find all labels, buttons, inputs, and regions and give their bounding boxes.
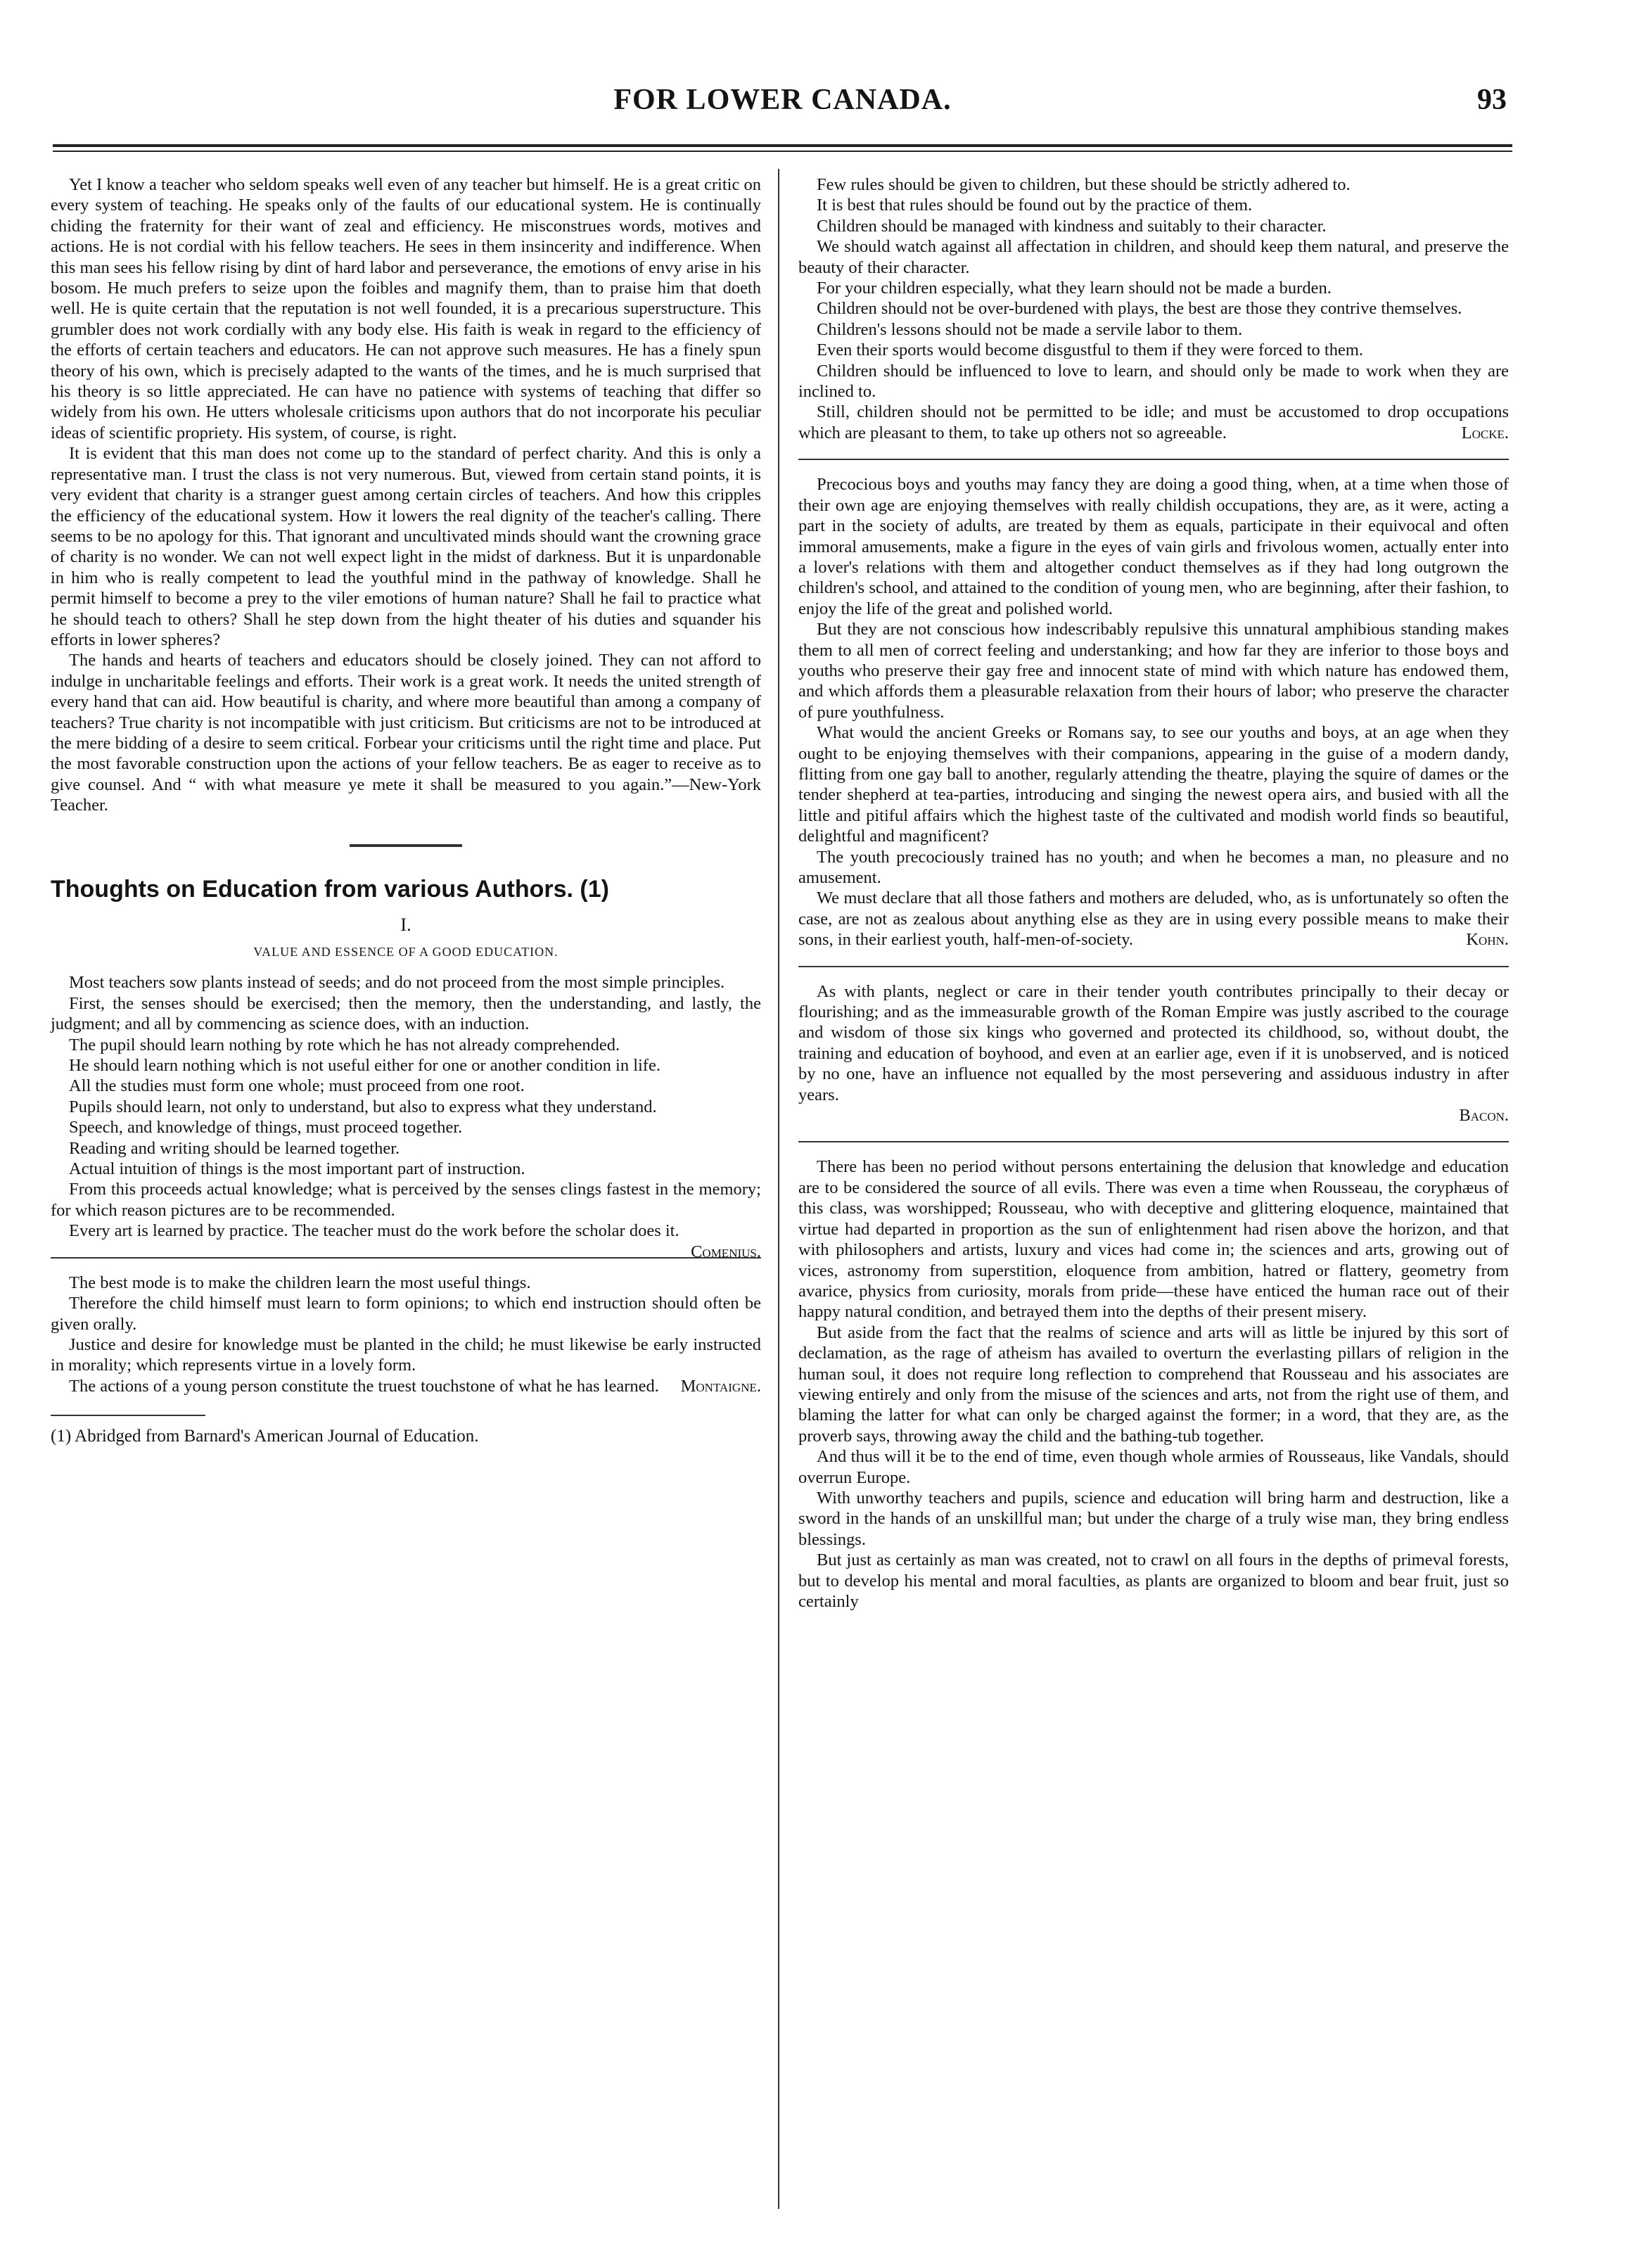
article-paragraph: Yet I know a teacher who seldom speaks well even of any teacher but himself. He is a great critic on every system of teaching. He speaks only of the faults of our educational system. He is continually chiding the fraternity for their want of zeal and efficiency. He misconstrues words, motives and actions. He is not cordial with his fellow teachers. He sees in them insincerity and indifference. When this man sees his fellow rising by dint of hard labor and perseverance, the emotions of envy arise in his bosom. He much prefers to seize upon the foibles and magnify them, than to praise him that doeth well. He is quite certain that the reputation is not well founded, it is a precarious superstructure. This grumbler does not work cordially with any body else. His faith is weak in regard to the efficiency of the efforts of certain teachers and educators. He can not approve such measures. He has a finely spun theory of his own, which is precisely adapted to the wants of the times, and he is much surprised that his theory is so little appreciated. He can have no patience with systems of teaching that differ so widely from his own. He utters wholesale criticisms upon authors that do not incorporate his peculiar ideas of scientific propriety. His system, of course, is right. bbox=[51, 175, 761, 442]
excerpt-paragraph: Children's lessons should not be made a servile labor to them. bbox=[817, 319, 1243, 339]
excerpt-paragraph: Pupils should learn, not only to understand, but also to express what they understand. bbox=[69, 1097, 657, 1116]
page-header bbox=[53, 83, 1512, 125]
excerpt-paragraph bbox=[51, 1376, 761, 1396]
kohn-excerpt bbox=[798, 474, 1509, 950]
excerpt-paragraph: But they are not conscious how indescribably repulsive this unnatural amphibious standing makes them to all men of correct feeling and understanking; and how far they are inferior to those boys and youths who preserve their gay free and innocent state of mind with which nature has endowed them, and which affords them a pleasurable relaxation from their hours of labor; who preserve the character of pure youthfulness. bbox=[798, 620, 1509, 722]
charity-article bbox=[51, 174, 761, 816]
excerpt-paragraph: For your children especially, what they learn should not be made a burden. bbox=[817, 279, 1332, 298]
author-signature: Kohn. bbox=[1466, 930, 1509, 950]
excerpt-paragraph: First, the senses should be exercised; then the memory, then the understanding, and lastly, the judgment; and all by commencing as science does, with an induction. bbox=[51, 993, 761, 1034]
excerpt-paragraph: But just as certainly as man was created, not to crawl on all fours in the depths of primeval forests, but to develop his mental and moral faculties, as plants are organized to bloom and bear fruit, just so certainly bbox=[798, 1550, 1509, 1611]
excerpt-paragraph: Justice and desire for knowledge must be planted in the child; he must likewise be early instructed in morality; which represents virtue in a lovely form. bbox=[51, 1334, 761, 1375]
running-title: FOR LOWER CANADA. bbox=[613, 84, 952, 116]
excerpt-divider bbox=[798, 966, 1509, 967]
section-subtitle: VALUE AND ESSENCE OF A GOOD EDUCATION. bbox=[253, 945, 559, 959]
excerpt-paragraph: The youth precociously trained has no youth; and when he becomes a man, no pleasure and no amusement. bbox=[798, 847, 1509, 887]
page-number: 93 bbox=[1477, 84, 1507, 116]
excerpt-paragraph bbox=[51, 1221, 761, 1261]
excerpt-paragraph: As with plants, neglect or care in their tender youth contributes principally to their decay or flourishing; and as the immeasurable growth of the Roman Empire was justly ascribed to the courage and wisdom of those six kings who governed and protected its childhood, so, without doubt, the training and education of boyhood, and even at an earlier age, even if it is unobserved, and is noticed by no one, have an influence not equalled by the most persevering and assiduous industry in after years. bbox=[798, 981, 1509, 1104]
excerpt-paragraph: Reading and writing should be learned together. bbox=[69, 1138, 400, 1158]
author-signature: Bacon. bbox=[1459, 1106, 1509, 1126]
montaigne-excerpt bbox=[51, 1273, 761, 1396]
excerpt-paragraph: Even their sports would become disgustful to them if they were forced to them. bbox=[817, 340, 1364, 360]
excerpt-paragraph: It is best that rules should be found out by the practice of them. bbox=[817, 196, 1253, 215]
right-column bbox=[798, 174, 1509, 1612]
excerpt-paragraph: And thus will it be to the end of time, even though whole armies of Rousseaus, like Vandals, should overrun Europe. bbox=[798, 1447, 1509, 1487]
section-divider bbox=[350, 844, 462, 847]
excerpt-paragraph: There has been no period without persons entertaining the delusion that knowledge and education are to be considered the source of all evils. There was even a time when Rousseau, the coryphæus of this class, was worshipped; Rousseau, who with deceptive and glittering eloquence, maintained that virtue had departed in proportion as the sun of enlightenment had risen above the horizon, and that with philosophers and artists, luxury and vices had come in; the sciences and arts, growing out of vices, astronomy from superstition, eloquence from ambition, hatred or flattery, geometry from avarice, physics from curiosity, morals from pride—these have enticed the human race out of their happy natural condition, and betrayed them into the depths of their present misery. bbox=[798, 1157, 1509, 1322]
excerpt-paragraph: With unworthy teachers and pupils, science and education will bring harm and destruction, like a sword in the hands of an unskillful man; but under the charge of a truly wise man, they bring endless blessings. bbox=[798, 1488, 1509, 1549]
excerpt-paragraph: Children should be influenced to love to learn, and should only be made to work when they are inclined to. bbox=[798, 361, 1509, 402]
excerpt-paragraph: All the studies must form one whole; must proceed from one root. bbox=[69, 1076, 525, 1096]
excerpt-paragraph: From this proceeds actual knowledge; what is perceived by the senses clings fastest in the memory; for which reason pictures are to be recommended. bbox=[51, 1180, 761, 1220]
excerpt-paragraph: The pupil should learn nothing by rote which he has not already comprehended. bbox=[69, 1035, 620, 1055]
rousseau-excerpt bbox=[798, 1157, 1509, 1612]
excerpt-paragraph: Most teachers sow plants instead of seeds; and do not proceed from the most simple principles. bbox=[69, 973, 725, 993]
footnote: (1) Abridged from Barnard's American Journal of Education. bbox=[51, 1427, 479, 1446]
excerpt-divider bbox=[798, 459, 1509, 460]
excerpt-paragraph: Few rules should be given to children, but these should be strictly adhered to. bbox=[817, 175, 1351, 194]
article-paragraph: The hands and hearts of teachers and educators should be closely joined. They can not afford to indulge in uncharitable feelings and efforts. Their work is a great work. It needs the united strength of every hand that can aid. How beautiful is charity, and where more beautiful than among a company of teachers? True charity is not incompatible with just criticism. But criticisms are not to be introduced at the mere bidding of a desire to seem critical. Forbear your criticisms until the right time and place. Put the most favorable construction upon the actions of your fellow teachers. Be as eager to receive as to give counsel. And “ with what measure ye mete it shall be measured to you again.”—New-York Teacher. bbox=[51, 651, 761, 815]
header-rule-thick bbox=[53, 144, 1512, 147]
footnote-rule bbox=[51, 1415, 205, 1416]
excerpt-text: We must declare that all those fathers and mothers are deluded, who, as is unfortunately so often the case, are not as zealous about anything else as they are in using every possible means to make their sons, in their earliest youth, half-men-of-society. bbox=[798, 888, 1509, 950]
article-paragraph: It is evident that this man does not come up to the standard of perfect charity. And this is only a representative man. I trust the class is not very numerous. But, viewed from certain stand points, it is very evident that charity is a stranger guest among certain circles of teachers. And how this cripples the efficiency of the educational system. How it lowers the real dignity of the teacher's calling. There seems to be no apology for this. That ignorant and uncultivated minds should want the crowning grace of charity is no wonder. We can not well expect light in the midst of darkness. But it is unpardonable in him who is really competent to lead the youthful mind in the pathway of knowledge. Shall he permit himself to become a prey to the viler emotions of human nature? Shall he fail to practice what he should teach to others? Shall he step down from the hight theater of his duties and squander his efforts in lower spheres? bbox=[51, 444, 761, 649]
excerpt-paragraph: What would the ancient Greeks or Romans say, to see our youths and boys, at an age when they ought to be enjoying themselves with their companions, appearing in the guise of a modern dandy, flitting from one gay ball to another, regularly attending the theatre, playing the squire of dames or the tender shepherd at tea-parties, introducing and singing the newest opera airs, and busied with all the little and pitiful affairs which the highest taste of the cultivated and modish world finds so beautiful, delightful and magnificent? bbox=[798, 723, 1509, 846]
excerpt-paragraph: The best mode is to make the children learn the most useful things. bbox=[69, 1273, 531, 1292]
excerpt-paragraph: Therefore the child himself must learn to form opinions; to which end instruction should often be given orally. bbox=[51, 1294, 761, 1334]
left-column bbox=[51, 174, 761, 1447]
column-divider bbox=[778, 169, 779, 2209]
excerpt-paragraph: Children should be managed with kindness and suitably to their character. bbox=[817, 216, 1327, 236]
excerpt-paragraph: He should learn nothing which is not useful either for one or another condition in life. bbox=[69, 1056, 660, 1076]
excerpt-text: Still, children should not be permitted to be idle; and must be accustomed to drop occupations which are pleasant to them, to take up others not so agreeable. bbox=[798, 402, 1509, 442]
excerpt-divider bbox=[798, 1141, 1509, 1142]
author-signature: Comenius. bbox=[691, 1242, 761, 1261]
excerpt-paragraph bbox=[798, 888, 1509, 950]
excerpt-paragraph: Actual intuition of things is the most important part of instruction. bbox=[69, 1159, 525, 1179]
excerpt-paragraph: Speech, and knowledge of things, must proceed together. bbox=[69, 1118, 463, 1138]
excerpt-paragraph: We should watch against all affectation in children, and should keep them natural, and preserve the beauty of their character. bbox=[798, 237, 1509, 277]
header-rule-thin bbox=[53, 151, 1512, 152]
bacon-excerpt bbox=[798, 981, 1509, 1126]
section-title: Thoughts on Education from various Authors. (1) bbox=[51, 875, 609, 903]
author-signature: Montaigne. bbox=[680, 1376, 761, 1396]
excerpt-paragraph: Children should not be over-burdened with plays, the best are those they contrive themselves. bbox=[817, 299, 1462, 319]
section-number: I. bbox=[400, 914, 411, 935]
excerpt-text: The actions of a young person constitute the truest touchstone of what he has learned. bbox=[69, 1376, 659, 1396]
locke-excerpt bbox=[798, 174, 1509, 443]
author-signature-line bbox=[798, 1105, 1509, 1126]
author-signature: Locke. bbox=[1461, 423, 1509, 442]
excerpt-paragraph bbox=[798, 402, 1509, 443]
comenius-excerpt bbox=[51, 972, 761, 1261]
excerpt-paragraph: But aside from the fact that the realms of science and arts will as little be injured by this sort of declamation, as the rage of atheism has availed to overturn the everlasting pillars of religion in the human soul, it does not require long reflection to comprehend that Rousseau and his associates are viewing entirely and only from the misuse of the sciences and arts, not from the right use of them, and blaming the latter for what can only be charged against the former; in a word, that they are, as the proverb says, throwing away the child and the bathing-tub together. bbox=[798, 1323, 1509, 1446]
excerpt-text: Every art is learned by practice. The teacher must do the work before the scholar does it. bbox=[69, 1221, 679, 1241]
excerpt-paragraph: Precocious boys and youths may fancy they are doing a good thing, when, at a time when those of their own age are enjoying themselves with really childish occupations, they are, as it were, acting a part in the society of adults, are treated by them as equals, participate in their equivocal and often immoral amusements, make a figure in the eyes of vain girls and frivolous women, actually enter into a lover's relations with them and altogether conduct themselves as if they had long outgrown the children's school, and attained to the condition of young men, who are beginning, after their fashion, to enjoy the life of the great and polished world. bbox=[798, 475, 1509, 618]
excerpt-divider bbox=[51, 1257, 761, 1259]
